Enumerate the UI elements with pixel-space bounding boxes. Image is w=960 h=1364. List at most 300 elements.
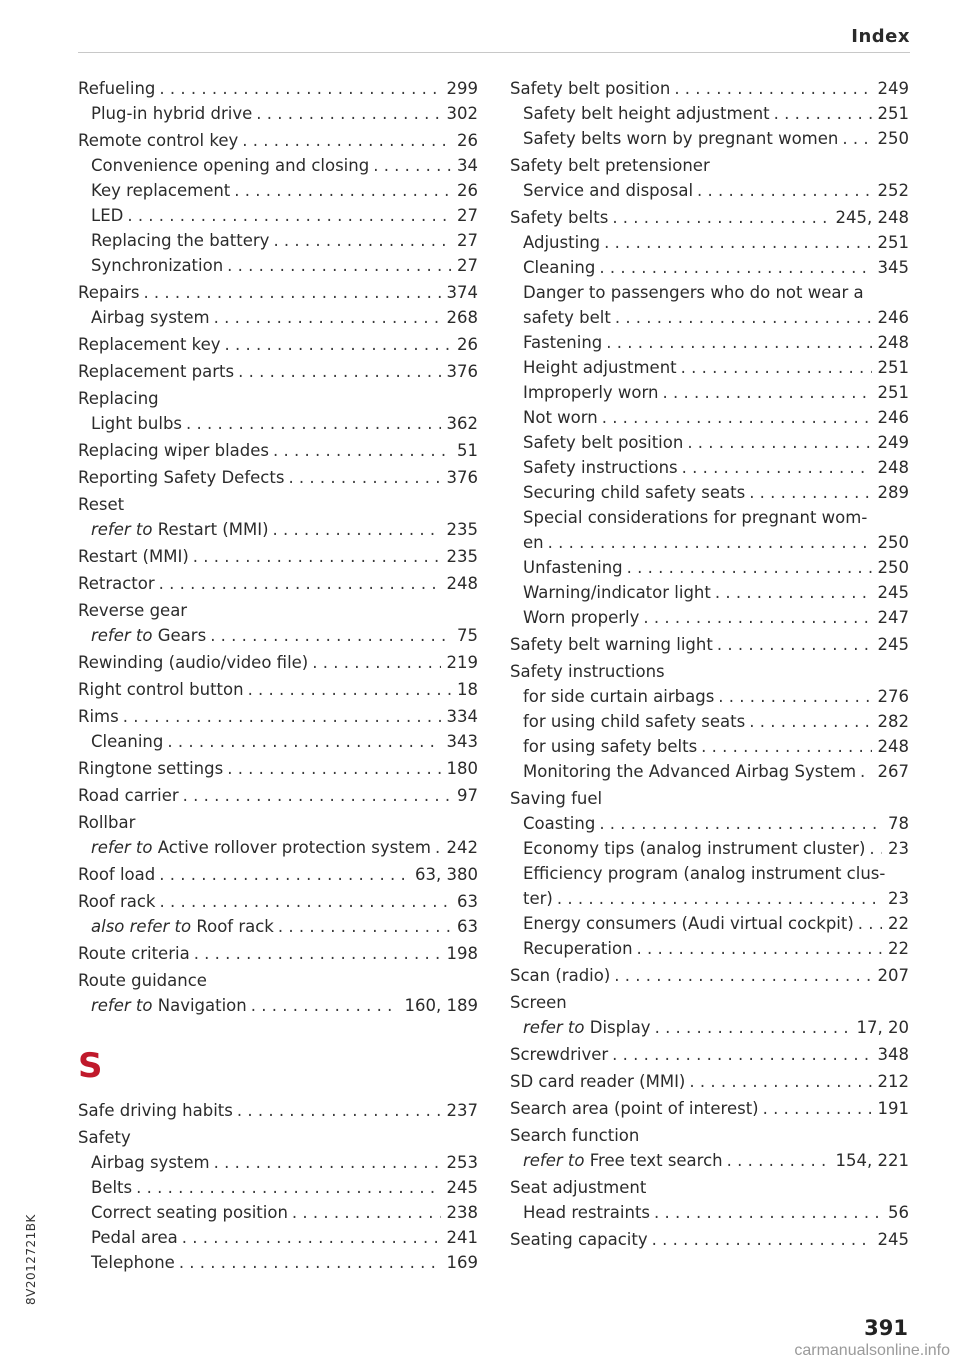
entry-page-number: 267 [877, 762, 909, 781]
entry-label: Replacing [78, 389, 159, 408]
entry-page-number: 27 [457, 206, 478, 225]
dot-leader [242, 128, 451, 153]
entry-label: SD card reader (MMI) [510, 1072, 686, 1091]
dot-leader [627, 555, 872, 580]
index-entry [510, 230, 909, 255]
dot-leader [662, 380, 871, 405]
index-entry [78, 650, 478, 675]
dot-leader [612, 205, 829, 230]
entry-page-number: 198 [446, 944, 478, 963]
dot-leader [858, 911, 882, 936]
entry-page-number: 348 [877, 1045, 909, 1064]
index-entry [510, 455, 909, 480]
entry-page-number: 22 [888, 939, 909, 958]
dot-leader [842, 126, 871, 151]
index-entry [510, 1069, 909, 1094]
dot-leader [749, 709, 871, 734]
index-entry [510, 963, 909, 988]
dot-leader [238, 359, 440, 384]
dot-leader [143, 280, 440, 305]
dot-leader [727, 1148, 830, 1173]
dot-leader [701, 734, 871, 759]
entry-label: Search function [510, 1126, 640, 1145]
entry-page-number: 376 [446, 468, 478, 487]
index-entry [510, 759, 909, 784]
entry-label: Key replacement [91, 181, 231, 200]
entry-label: Warning/indicator light [523, 583, 711, 602]
entry-label: Cleaning [91, 732, 164, 751]
entry-page-number: 26 [457, 335, 478, 354]
cross-reference-prefix: refer to [523, 1151, 585, 1170]
cross-reference-target: Roof rack [191, 917, 274, 936]
entry-label: Cleaning [523, 258, 596, 277]
entry-label: Improperly worn [523, 383, 659, 402]
dot-leader [312, 650, 440, 675]
dot-leader [763, 1096, 872, 1121]
entry-label: ter) [523, 889, 553, 908]
index-entry [78, 783, 478, 808]
cross-reference-prefix: refer to [523, 1018, 585, 1037]
left-index-column [78, 76, 478, 1275]
index-entry [510, 709, 909, 734]
index-entry [78, 677, 478, 702]
entry-page-number: 238 [446, 1203, 478, 1222]
index-entry [78, 571, 478, 596]
entry-label: Correct seating position [91, 1203, 288, 1222]
entry-page-number: 289 [877, 483, 909, 502]
entry-label: Belts [91, 1178, 133, 1197]
entry-page-number: 219 [446, 653, 478, 672]
dot-leader [278, 914, 451, 939]
page-header-title: Index [851, 26, 910, 47]
cross-reference-prefix: refer to [91, 996, 153, 1015]
entry-label: Worn properly [523, 608, 640, 627]
entry-page-number: 245 [877, 635, 909, 654]
right-index-column [510, 76, 909, 1252]
dot-leader [715, 580, 872, 605]
entry-label [91, 517, 269, 542]
entry-label: Service and disposal [523, 181, 694, 200]
dot-leader [167, 729, 440, 754]
entry-page-number: 26 [457, 181, 478, 200]
cross-reference-prefix: refer to [91, 520, 153, 539]
entry-page-number: 248 [877, 458, 909, 477]
index-entry [510, 936, 909, 961]
index-entry [78, 332, 478, 357]
index-entry [510, 380, 909, 405]
entry-label: Telephone [91, 1253, 175, 1272]
dot-leader [179, 1250, 441, 1275]
dot-leader [127, 203, 451, 228]
entry-label: Monitoring the Advanced Airbag System [523, 762, 857, 781]
index-entry [510, 1148, 909, 1173]
dot-leader [237, 1098, 441, 1123]
entry-label: Refueling [78, 79, 156, 98]
index-entry [78, 76, 478, 101]
dot-leader [674, 76, 871, 101]
dot-leader [159, 571, 441, 596]
cross-reference-target: Navigation [152, 996, 247, 1015]
index-entry [78, 411, 478, 436]
entry-page-number: 27 [457, 231, 478, 250]
entry-label: Remote control key [78, 131, 239, 150]
right-entry-list [510, 76, 909, 1252]
index-entry [510, 1175, 909, 1200]
entry-page-number: 345 [877, 258, 909, 277]
index-entry [510, 632, 909, 657]
entry-label: Replacement parts [78, 362, 235, 381]
entry-page-number: 63, 380 [415, 865, 478, 884]
entry-label: Economy tips (analog instrument cluster) [523, 839, 866, 858]
dot-leader [182, 1225, 441, 1250]
entry-label: Route criteria [78, 944, 190, 963]
entry-label: Screwdriver [510, 1045, 609, 1064]
entry-page-number: 75 [457, 626, 478, 645]
entry-page-number: 27 [457, 256, 478, 275]
entry-label: Coasting [523, 814, 596, 833]
index-entry [510, 205, 909, 230]
entry-label: Head restraints [523, 1203, 651, 1222]
entry-page-number: 250 [877, 533, 909, 552]
dot-leader [273, 228, 451, 253]
entry-page-number: 245, 248 [835, 208, 909, 227]
index-entry [510, 811, 909, 836]
entry-label [91, 993, 247, 1018]
dot-leader [159, 76, 440, 101]
index-entry [78, 1225, 478, 1250]
dot-leader [599, 811, 882, 836]
entry-page-number: 251 [877, 358, 909, 377]
entry-page-number: 249 [877, 79, 909, 98]
entry-label: Special considerations for pregnant wom- [523, 508, 868, 527]
entry-label: Airbag system [91, 308, 210, 327]
entry-page-number: 250 [877, 129, 909, 148]
entry-label [91, 623, 206, 648]
index-entry [78, 101, 478, 126]
dot-leader [251, 993, 399, 1018]
index-entry [510, 836, 909, 861]
header-divider [78, 52, 910, 53]
index-entry [78, 623, 478, 648]
index-entry [510, 734, 909, 759]
entry-page-number: 212 [877, 1072, 909, 1091]
dot-leader [614, 963, 871, 988]
section-letter-s: S [78, 1046, 103, 1086]
entry-label [523, 1015, 651, 1040]
entry-page-number: 78 [888, 814, 909, 833]
index-entry [510, 255, 909, 280]
entry-label [91, 835, 431, 860]
entry-page-number: 154, 221 [835, 1151, 909, 1170]
index-entry [510, 126, 909, 151]
entry-page-number: 374 [446, 283, 478, 302]
entry-label: Safety [78, 1128, 131, 1147]
index-entry [510, 1227, 909, 1252]
entry-label: Replacing the battery [91, 231, 270, 250]
dot-leader [227, 253, 451, 278]
entry-label: Airbag system [91, 1153, 210, 1172]
index-entry [78, 598, 478, 623]
entry-page-number: 250 [877, 558, 909, 577]
index-entry [78, 359, 478, 384]
index-entry [78, 228, 478, 253]
entry-label [91, 914, 274, 939]
dot-leader [183, 783, 451, 808]
index-entry [510, 659, 909, 684]
cross-reference-target: Free text search [584, 1151, 723, 1170]
entry-page-number: 235 [446, 547, 478, 566]
entry-page-number: 268 [446, 308, 478, 327]
cross-reference-target: Display [584, 1018, 651, 1037]
index-entry [78, 128, 478, 153]
entry-label: Reverse gear [78, 601, 188, 620]
entry-page-number: 246 [877, 308, 909, 327]
entry-page-number: 248 [446, 574, 478, 593]
entry-page-number: 376 [446, 362, 478, 381]
entry-label: Right control button [78, 680, 244, 699]
dot-leader [435, 835, 441, 860]
entry-label: Not worn [523, 408, 598, 427]
page-number: 391 [864, 1316, 908, 1340]
dot-leader [214, 1150, 441, 1175]
entry-label: Energy consumers (Audi virtual cockpit) [523, 914, 854, 933]
entry-page-number: 245 [877, 1230, 909, 1249]
index-entry [510, 430, 909, 455]
dot-leader [652, 1227, 872, 1252]
cross-reference-target: Restart (MMI) [152, 520, 269, 539]
entry-page-number: 242 [446, 838, 478, 857]
index-entry [510, 405, 909, 430]
entry-label: Safety belt height adjustment [523, 104, 770, 123]
index-entry [510, 580, 909, 605]
entry-label: Road carrier [78, 786, 179, 805]
entry-page-number: 249 [877, 433, 909, 452]
entry-label: Safety belts worn by pregnant women [523, 129, 839, 148]
index-entry [510, 786, 909, 811]
index-entry [78, 968, 478, 993]
index-entry [510, 153, 909, 178]
index-entry [510, 76, 909, 101]
entry-label: Plug-in hybrid drive [91, 104, 253, 123]
entry-label: for using safety belts [523, 737, 698, 756]
entry-label: Rollbar [78, 813, 136, 832]
entry-label: Search area (point of interest) [510, 1099, 759, 1118]
dot-leader [860, 759, 871, 784]
dot-leader [227, 756, 440, 781]
dot-leader [292, 1200, 441, 1225]
dot-leader [248, 677, 451, 702]
entry-page-number: 252 [877, 181, 909, 200]
index-entry [78, 203, 478, 228]
entry-page-number: 160, 189 [404, 996, 478, 1015]
entry-label: Seat adjustment [510, 1178, 647, 1197]
dot-leader [681, 355, 872, 380]
index-entry [78, 544, 478, 569]
entry-label: safety belt [523, 308, 611, 327]
entry-page-number: 63 [457, 892, 478, 911]
entry-page-number: 245 [446, 1178, 478, 1197]
dot-leader [194, 941, 441, 966]
entry-label: Safe driving habits [78, 1101, 233, 1120]
dot-leader [557, 886, 882, 911]
dot-leader [718, 684, 871, 709]
entry-label: Route guidance [78, 971, 207, 990]
dot-leader [214, 305, 441, 330]
entry-label: Synchronization [91, 256, 224, 275]
dot-leader [136, 1175, 440, 1200]
dot-leader [288, 465, 440, 490]
index-entry [78, 941, 478, 966]
index-entry [78, 993, 478, 1018]
index-entry [78, 810, 478, 835]
index-entry [510, 555, 909, 580]
entry-label: Reset [78, 495, 125, 514]
s-entry-list [78, 1098, 478, 1275]
index-entry [78, 889, 478, 914]
dot-leader [697, 178, 871, 203]
dot-leader [373, 153, 451, 178]
dot-leader [749, 480, 871, 505]
entry-label: Roof rack [78, 892, 156, 911]
index-entry [78, 517, 478, 542]
entry-label: Ringtone settings [78, 759, 224, 778]
dot-leader [655, 1015, 851, 1040]
entry-label: Seating capacity [510, 1230, 648, 1249]
document-code: 8V2012721BK [24, 1214, 38, 1305]
entry-label: Replacing wiper blades [78, 441, 269, 460]
entry-page-number: 34 [457, 156, 478, 175]
entry-page-number: 282 [877, 712, 909, 731]
entry-label: for using child safety seats [523, 712, 746, 731]
entry-label: Adjusting [523, 233, 601, 252]
entry-label: Safety belt position [523, 433, 684, 452]
dot-leader [193, 544, 441, 569]
cross-reference-target: Active rollover protection system [152, 838, 431, 857]
cross-reference-prefix: refer to [91, 838, 153, 857]
entry-label: Recuperation [523, 939, 633, 958]
entry-page-number: 247 [877, 608, 909, 627]
index-entry [78, 492, 478, 517]
watermark: carmanualsonline.info [794, 1342, 950, 1359]
dot-leader [160, 889, 452, 914]
index-entry [510, 1123, 909, 1148]
dot-leader [210, 623, 451, 648]
entry-page-number: 246 [877, 408, 909, 427]
dot-leader [687, 430, 871, 455]
index-entry [510, 305, 909, 330]
index-entry [78, 1250, 478, 1275]
entry-page-number: 276 [877, 687, 909, 706]
entry-page-number: 26 [457, 131, 478, 150]
index-entry [510, 990, 909, 1015]
index-entry [510, 330, 909, 355]
index-entry [78, 756, 478, 781]
index-entry [510, 1015, 909, 1040]
index-entry [78, 280, 478, 305]
entry-page-number: 241 [446, 1228, 478, 1247]
index-entry [510, 480, 909, 505]
index-entry [78, 465, 478, 490]
entry-label: Retractor [78, 574, 155, 593]
entry-label: en [523, 533, 544, 552]
entry-label: LED [91, 206, 124, 225]
entry-label: Safety instructions [523, 458, 678, 477]
entry-page-number: 191 [877, 1099, 909, 1118]
entry-label: Rims [78, 707, 119, 726]
entry-label: Safety belt position [510, 79, 671, 98]
entry-label: Safety instructions [510, 662, 665, 681]
entry-page-number: 23 [888, 839, 909, 858]
index-entry [78, 1200, 478, 1225]
dot-leader [599, 255, 871, 280]
entry-label: Repairs [78, 283, 140, 302]
dot-leader [234, 178, 451, 203]
index-entry [510, 101, 909, 126]
index-entry [78, 1150, 478, 1175]
dot-leader [682, 455, 872, 480]
entry-page-number: 334 [446, 707, 478, 726]
entry-page-number: 299 [446, 79, 478, 98]
entry-label: Safety belt warning light [510, 635, 713, 654]
index-entry [78, 153, 478, 178]
dot-leader [273, 438, 451, 463]
index-entry [78, 835, 478, 860]
dot-leader [615, 305, 872, 330]
dot-leader [256, 101, 440, 126]
entry-label: Restart (MMI) [78, 547, 189, 566]
dot-leader [604, 230, 871, 255]
index-entry [510, 886, 909, 911]
entry-page-number: 251 [877, 104, 909, 123]
cross-reference-target: Gears [152, 626, 207, 645]
entry-page-number: 235 [446, 520, 478, 539]
index-entry [510, 1200, 909, 1225]
dot-leader [637, 936, 882, 961]
dot-leader [606, 330, 871, 355]
index-entry [78, 1125, 478, 1150]
entry-page-number: 251 [877, 383, 909, 402]
entry-label: Securing child safety seats [523, 483, 746, 502]
entry-label: Fastening [523, 333, 603, 352]
entry-page-number: 248 [877, 333, 909, 352]
entry-page-number: 18 [457, 680, 478, 699]
dot-leader [774, 101, 872, 126]
entry-page-number: 169 [446, 1253, 478, 1272]
index-entry [78, 729, 478, 754]
dot-leader [273, 517, 441, 542]
entry-label: Safety belt pretensioner [510, 156, 710, 175]
entry-label: Light bulbs [91, 414, 183, 433]
entry-label: Safety belts [510, 208, 609, 227]
dot-leader [225, 332, 451, 357]
dot-leader [654, 1200, 882, 1225]
index-entry [510, 530, 909, 555]
entry-label: Replacement key [78, 335, 221, 354]
entry-page-number: 245 [877, 583, 909, 602]
index-entry [78, 438, 478, 463]
entry-label: Screen [510, 993, 567, 1012]
entry-page-number: 17, 20 [856, 1018, 909, 1037]
index-entry [78, 704, 478, 729]
dot-leader [612, 1042, 871, 1067]
index-entry [510, 1096, 909, 1121]
index-entry [78, 1175, 478, 1200]
entry-page-number: 180 [446, 759, 478, 778]
entry-page-number: 51 [457, 441, 478, 460]
index-entry [510, 1042, 909, 1067]
entry-page-number: 251 [877, 233, 909, 252]
dot-leader [602, 405, 872, 430]
